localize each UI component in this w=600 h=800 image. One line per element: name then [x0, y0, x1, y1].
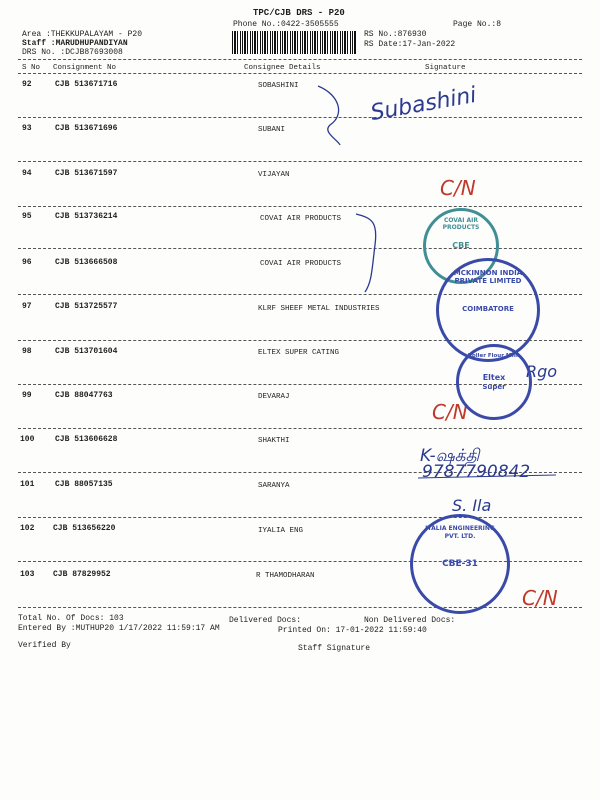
iyalia-stamp — [410, 514, 510, 614]
handwritten-name-100: K-ஷக்தி — [420, 446, 480, 466]
cn-mark-95: C/N — [440, 176, 476, 200]
covai-air-stamp-text: COVAI AIR PRODUCTS — [442, 217, 480, 231]
drs-number: DRS No. :DCJB87693008 — [22, 48, 123, 57]
row-99-consignee: DEVARAJ — [258, 393, 290, 401]
row-97-consignee: KLRF SHEEF METAL INDUSTRIES — [258, 305, 380, 313]
row-96-consignee: COVAI AIR PRODUCTS — [260, 260, 342, 268]
row-103-consignment: CJB 87829952 — [53, 570, 111, 579]
row-92-consignment: CJB 513671716 — [55, 80, 118, 89]
row-99-consignment: CJB 88047763 — [55, 391, 113, 400]
signature-98: Rgo — [526, 362, 558, 381]
col-sno: S No — [22, 64, 41, 72]
covai-air-stamp-inner: CBE — [452, 241, 470, 250]
row-95-consignee: COVAI AIR PRODUCTS — [260, 215, 342, 223]
signature-102: S. Ila — [452, 496, 492, 515]
row-97-no: 97 — [22, 302, 32, 311]
mckinnon-stamp-text: MCKINNON INDIA PRIVATE LIMITED — [453, 269, 523, 285]
eltex-stamp-inner-1: Eltex — [482, 373, 506, 382]
handwritten-phone-100: 9787790842 — [422, 462, 531, 482]
eltex-stamp-inner-2: Super — [482, 383, 506, 391]
row-94-consignee: VIJAYAN — [258, 171, 290, 179]
total-docs: Total No. Of Docs: 103 — [18, 614, 124, 623]
page-number: Page No.:8 — [453, 20, 502, 29]
row-101-consignment: CJB 88057135 — [55, 480, 113, 489]
staff-signature: Staff Signature — [298, 644, 371, 653]
row-103-consignee: R THAMODHARAN — [256, 572, 315, 580]
row-93-consignment: CJB 513671696 — [55, 124, 118, 133]
row-100-consignee: SHAKTHI — [258, 437, 290, 445]
entered-by: Entered By :MUTHUP20 1/17/2022 11:59:17 AM — [18, 624, 220, 633]
signature-92: Subashini — [368, 82, 479, 127]
rs-number: RS No.:876930 — [364, 30, 427, 39]
document-title: TPC/CJB DRS - P20 — [253, 8, 345, 18]
eltex-stamp-ring: Roller Flour Mills — [467, 353, 521, 359]
row-95-consignment: CJB 513736214 — [55, 212, 118, 221]
row-99-no: 99 — [22, 391, 32, 400]
row-93-consignee: SUBANI — [258, 126, 286, 134]
phone-number: Phone No.:0422-3505555 — [233, 20, 339, 29]
staff-label: Staff :MARUDHUPANDIYAN — [22, 39, 128, 48]
col-consignee: Consignee Details — [244, 64, 321, 72]
eltex-stamp — [456, 344, 532, 420]
delivered-docs: Delivered Docs: — [229, 616, 302, 625]
iyalia-stamp-text: IYALIA ENGINEERING PVT. LTD. — [425, 525, 495, 540]
row-97-consignment: CJB 513725577 — [55, 302, 118, 311]
row-98-consignee: ELTEX SUPER CATING — [258, 349, 340, 357]
row-98-consignment: CJB 513701604 — [55, 347, 118, 356]
printed-on: Printed On: 17-01-2022 11:59:40 — [278, 626, 427, 635]
row-100-no: 100 — [20, 435, 35, 444]
area-label: Area :THEKKUPALAYAM - P20 — [22, 30, 143, 39]
row-92-consignee: SOBASHINI — [258, 82, 299, 90]
row-100-consignment: CJB 513606628 — [55, 435, 118, 444]
verified-by: Verified By — [18, 641, 71, 650]
row-93-no: 93 — [22, 124, 32, 133]
iyalia-stamp-inner: CBE-31 — [442, 559, 478, 569]
row-102-no: 102 — [20, 524, 35, 533]
rs-date: RS Date:17-Jan-2022 — [364, 40, 456, 49]
row-101-no: 101 — [20, 480, 35, 489]
row-96-no: 96 — [22, 258, 32, 267]
non-delivered-docs: Non Delivered Docs: — [364, 616, 456, 625]
row-94-consignment: CJB 513671597 — [55, 169, 118, 178]
row-95-no: 95 — [22, 212, 32, 221]
col-consignment: Consignment No — [53, 64, 117, 72]
mckinnon-stamp-inner: COIMBATORE — [462, 305, 514, 313]
row-94-no: 94 — [22, 169, 32, 178]
row-92-no: 92 — [22, 80, 32, 89]
row-96-consignment: CJB 513666508 — [55, 258, 118, 267]
row-102-consignment: CJB 513656220 — [53, 524, 116, 533]
cn-mark-103: C/N — [522, 586, 558, 610]
row-101-consignee: SARANYA — [258, 482, 290, 490]
row-103-no: 103 — [20, 570, 35, 579]
col-signature: Signature — [425, 64, 466, 72]
row-102-consignee: IYALIA ENG — [258, 527, 304, 535]
cn-mark-99: C/N — [432, 400, 468, 424]
row-98-no: 98 — [22, 347, 32, 356]
